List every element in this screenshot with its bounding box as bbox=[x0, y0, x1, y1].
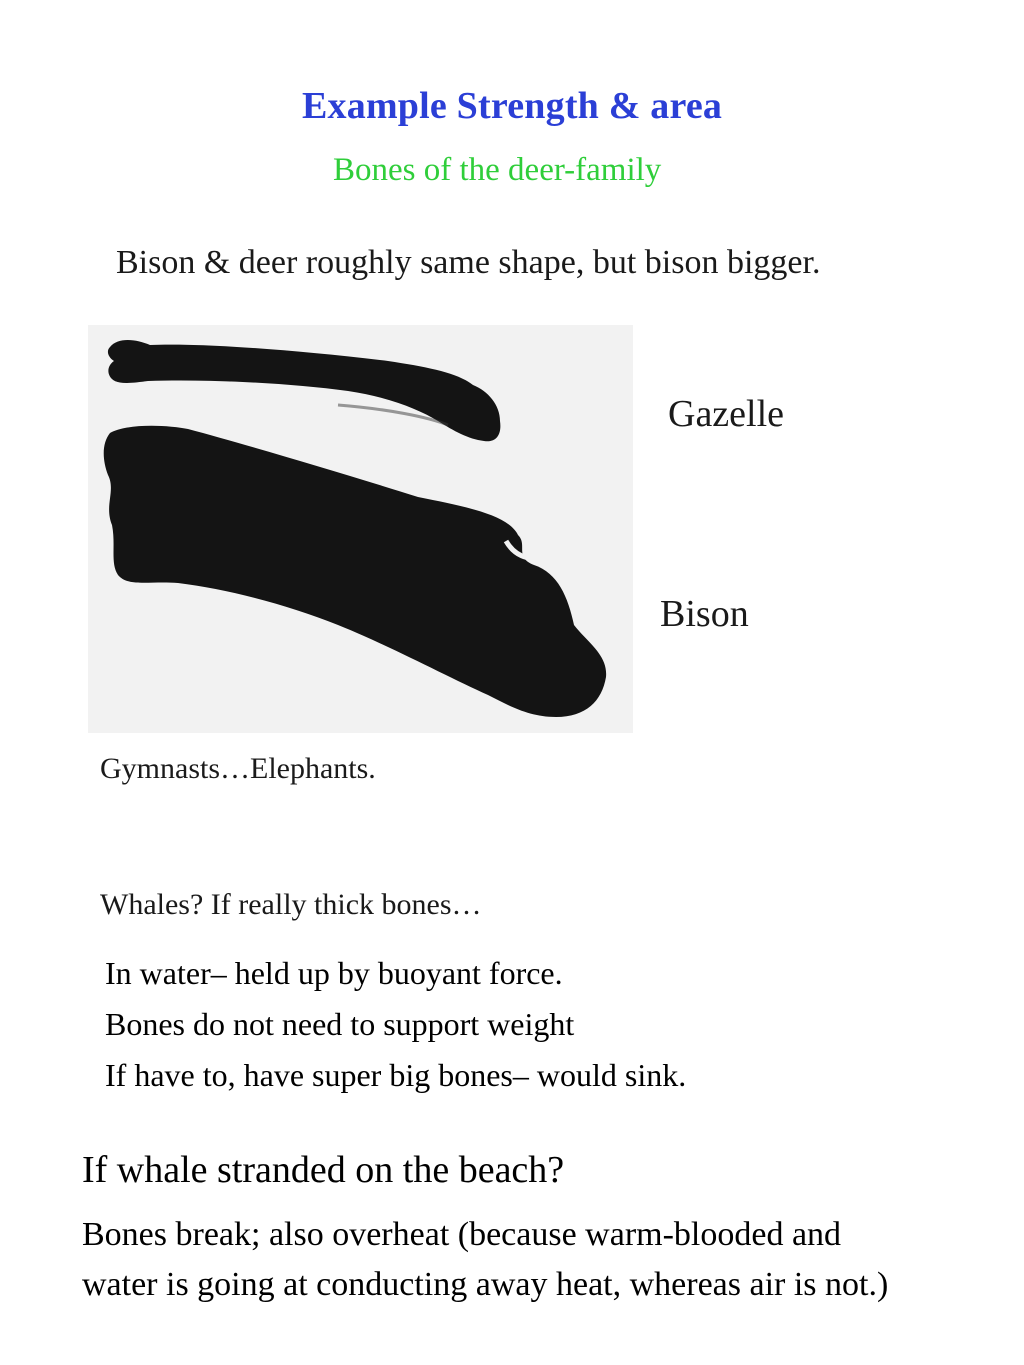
gazelle-label: Gazelle bbox=[668, 393, 785, 435]
whales-question: Whales? If really thick bones… bbox=[100, 888, 482, 921]
slide-title: Example Strength & area bbox=[302, 85, 723, 127]
gazelle-bone bbox=[108, 340, 500, 441]
bison-bone bbox=[104, 426, 606, 717]
bones-photo bbox=[88, 325, 633, 733]
whales-point: If have to, have super big bones– would sink. bbox=[105, 1057, 687, 1093]
stranded-answer-line: water is going at conducting away heat, whereas air is not.) bbox=[82, 1266, 889, 1303]
slide-subtitle: Bones of the deer-family bbox=[333, 152, 662, 188]
bison-label: Bison bbox=[660, 593, 749, 635]
stranded-question: If whale stranded on the beach? bbox=[82, 1149, 565, 1191]
whales-point: In water– held up by buoyant force. bbox=[105, 955, 563, 991]
bones-illustration bbox=[88, 325, 633, 733]
intro-text: Bison & deer roughly same shape, but bison bigger. bbox=[116, 244, 821, 281]
gymnasts-caption: Gymnasts…Elephants. bbox=[100, 752, 376, 785]
stranded-answer-line: Bones break; also overheat (because warm-blooded and bbox=[82, 1216, 842, 1253]
whales-point: Bones do not need to support weight bbox=[105, 1006, 575, 1042]
